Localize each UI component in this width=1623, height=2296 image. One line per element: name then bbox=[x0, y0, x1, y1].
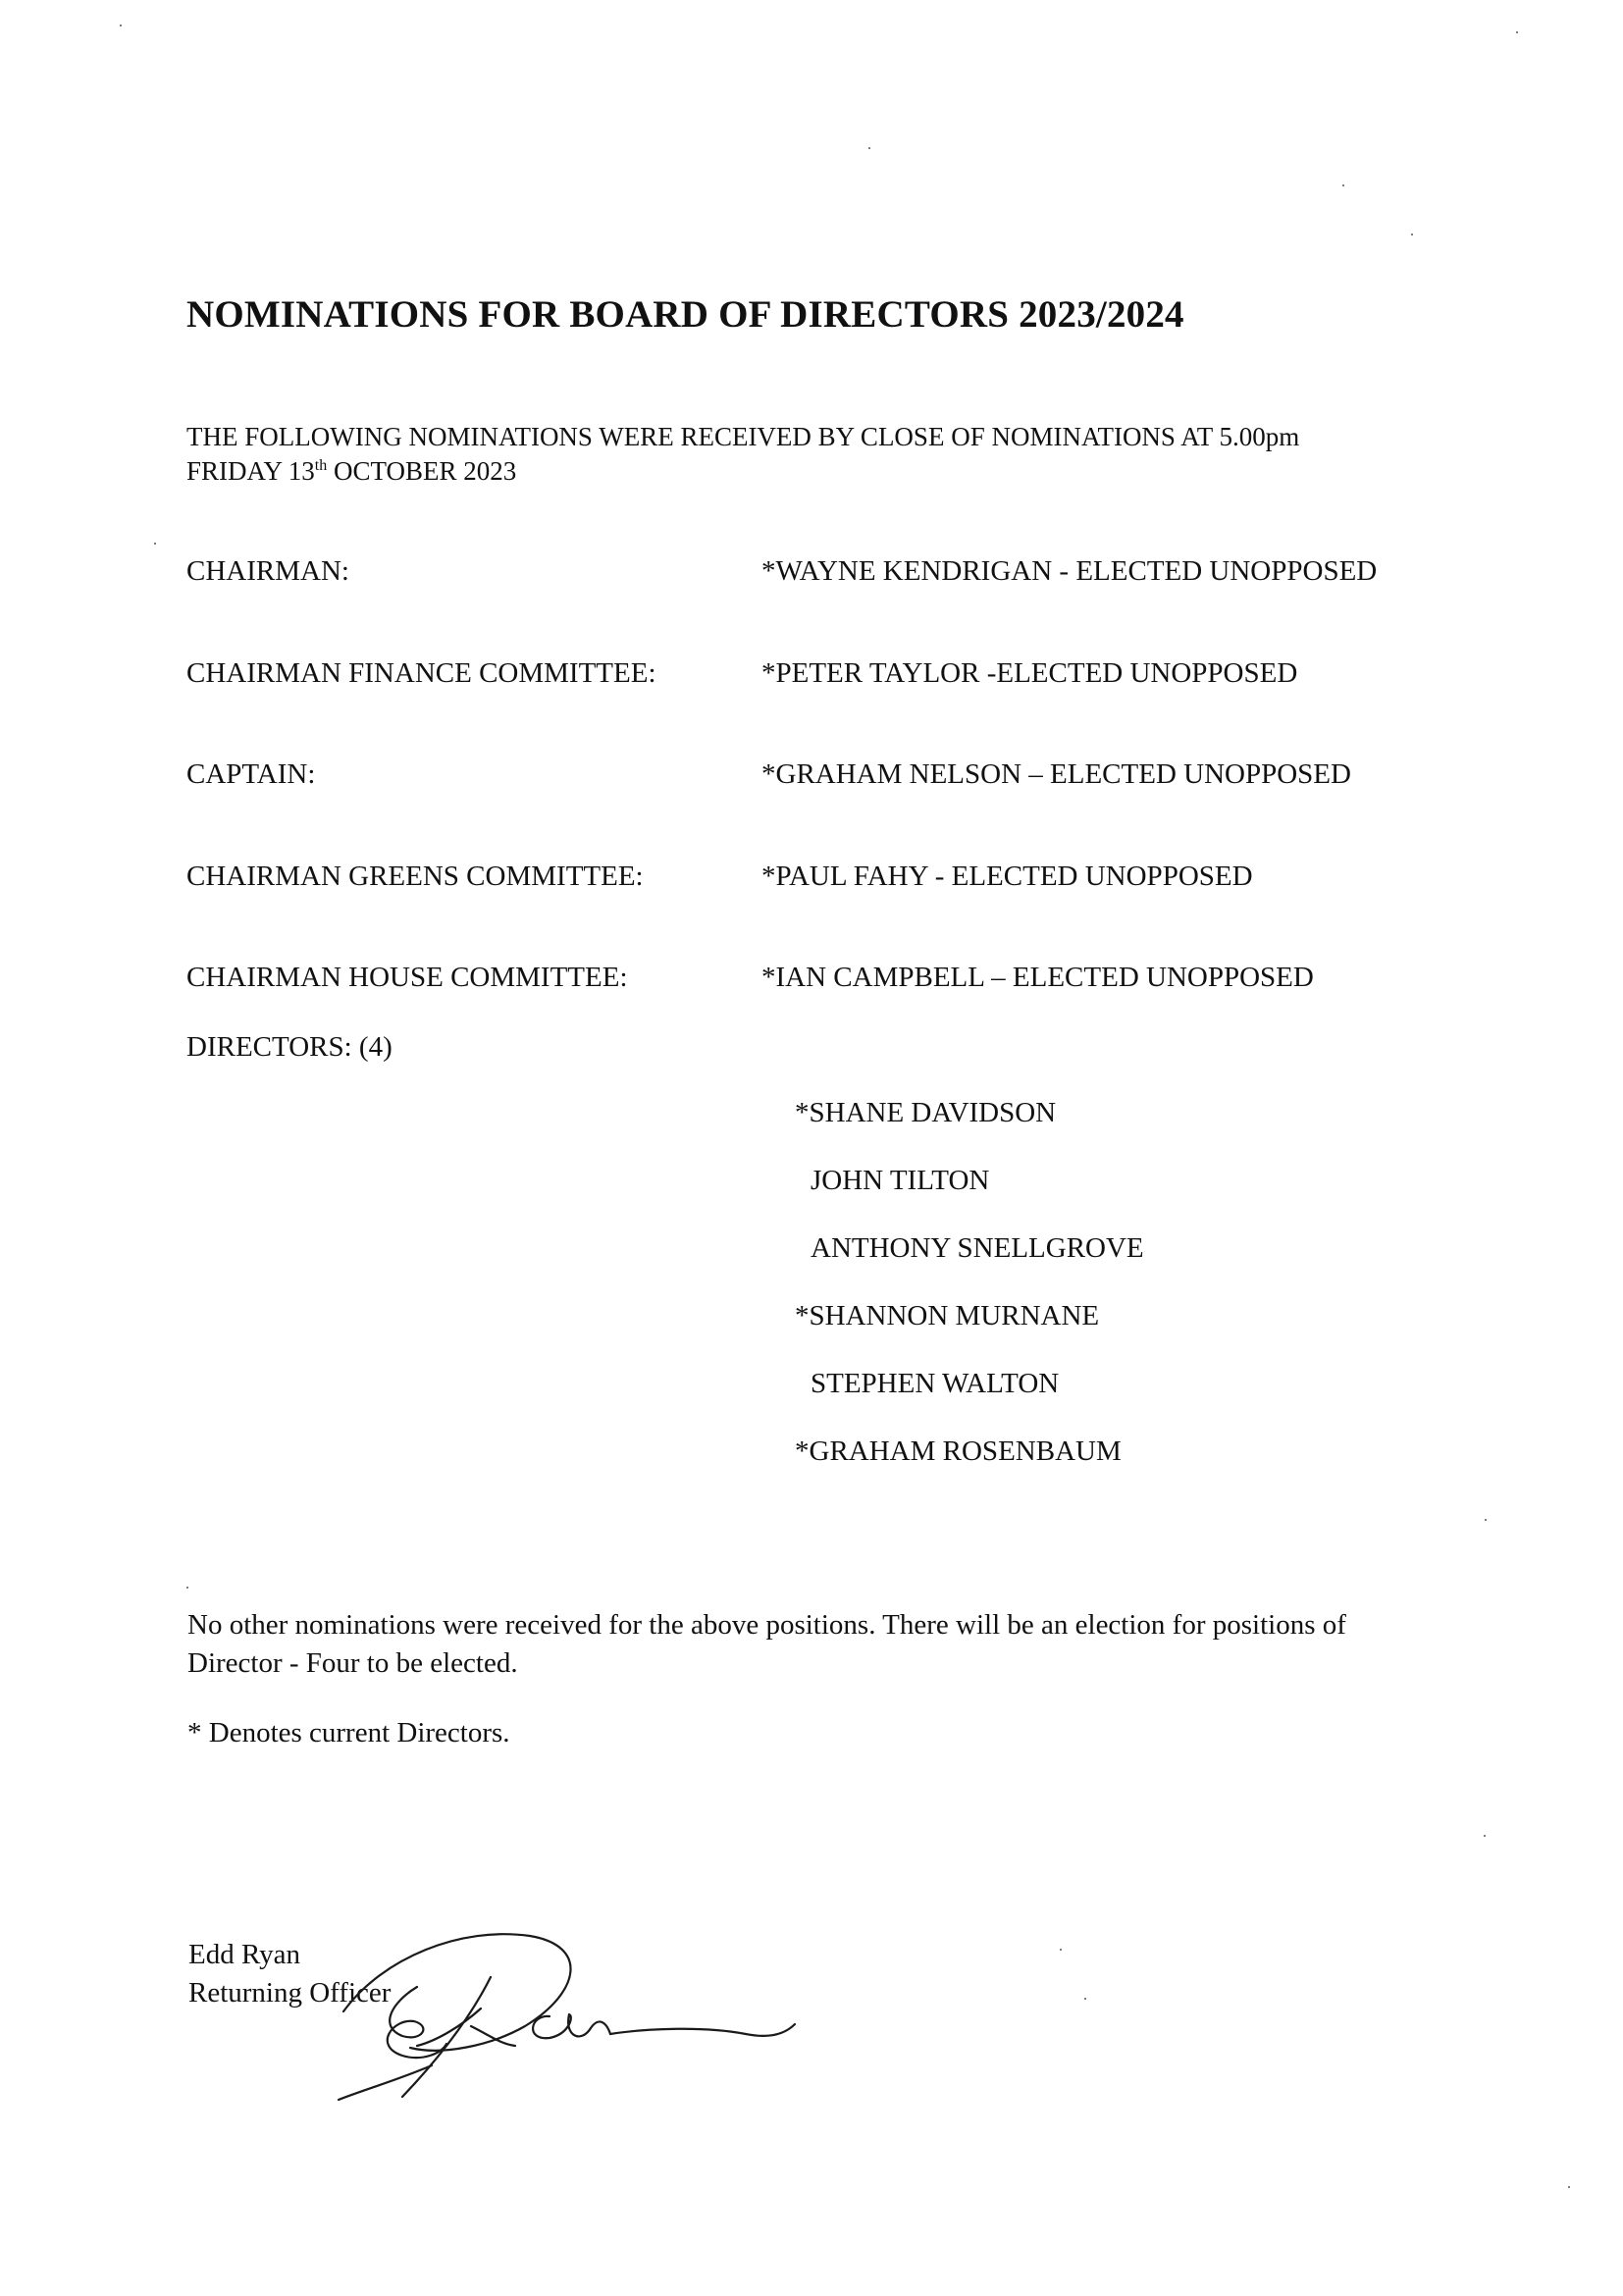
election-note: No other nominations were received for the above positions. There will be an election for positions of Director - Four to be elected. bbox=[187, 1609, 1346, 1679]
director-nominee: *SHANE DAVIDSON bbox=[795, 1097, 1057, 1128]
scan-speck bbox=[120, 25, 122, 26]
position-nominee-finance: *PETER TAYLOR -ELECTED UNOPPOSED bbox=[761, 657, 1298, 689]
scan-speck bbox=[1411, 234, 1413, 235]
scan-speck bbox=[1568, 2186, 1570, 2188]
scan-speck bbox=[1060, 1949, 1062, 1951]
scan-speck bbox=[1485, 1519, 1487, 1521]
intro-date-suffix: OCTOBER 2023 bbox=[327, 456, 517, 486]
position-nominee-captain: *GRAHAM NELSON – ELECTED UNOPPOSED bbox=[761, 758, 1351, 790]
signature-image bbox=[324, 1918, 814, 2114]
officer-role: Returning Officer bbox=[188, 1977, 392, 2009]
scan-speck bbox=[1516, 31, 1518, 33]
position-nominee-chairman: *WAYNE KENDRIGAN - ELECTED UNOPPOSED bbox=[761, 555, 1378, 587]
scan-speck bbox=[868, 147, 870, 149]
document-title: NOMINATIONS FOR BOARD OF DIRECTORS 2023/2024 bbox=[186, 293, 1184, 336]
scan-speck bbox=[186, 1587, 188, 1589]
directors-label: DIRECTORS: (4) bbox=[186, 1031, 393, 1063]
scan-speck bbox=[154, 543, 156, 545]
position-nominee-house: *IAN CAMPBELL – ELECTED UNOPPOSED bbox=[761, 962, 1314, 993]
scan-speck bbox=[1484, 1835, 1486, 1837]
intro-text bbox=[186, 420, 1299, 489]
intro-date-ordinal: th bbox=[314, 457, 328, 474]
position-label-greens: CHAIRMAN GREENS COMMITTEE: bbox=[186, 861, 644, 892]
intro-date-prefix: FRIDAY 13 bbox=[186, 456, 315, 486]
asterisk-legend: * Denotes current Directors. bbox=[187, 1717, 510, 1748]
director-nominee: *SHANNON MURNANE bbox=[795, 1300, 1100, 1331]
position-label-chairman: CHAIRMAN: bbox=[186, 555, 349, 587]
director-nominee: STEPHEN WALTON bbox=[811, 1368, 1060, 1399]
intro-line-2 bbox=[186, 454, 1299, 489]
director-nominee: JOHN TILTON bbox=[811, 1165, 990, 1196]
position-nominee-greens: *PAUL FAHY - ELECTED UNOPPOSED bbox=[761, 861, 1253, 892]
position-label-house: CHAIRMAN HOUSE COMMITTEE: bbox=[186, 962, 628, 993]
scan-speck bbox=[1084, 1998, 1086, 2000]
director-nominee: ANTHONY SNELLGROVE bbox=[811, 1232, 1144, 1264]
officer-name: Edd Ryan bbox=[188, 1939, 301, 1970]
intro-line-1: THE FOLLOWING NOMINATIONS WERE RECEIVED BY CLOSE OF NOMINATIONS AT 5.00pm bbox=[186, 422, 1300, 451]
scan-speck bbox=[1342, 184, 1344, 186]
director-nominee: *GRAHAM ROSENBAUM bbox=[795, 1435, 1122, 1467]
position-label-captain: CAPTAIN: bbox=[186, 758, 316, 790]
position-label-finance: CHAIRMAN FINANCE COMMITTEE: bbox=[186, 657, 656, 689]
